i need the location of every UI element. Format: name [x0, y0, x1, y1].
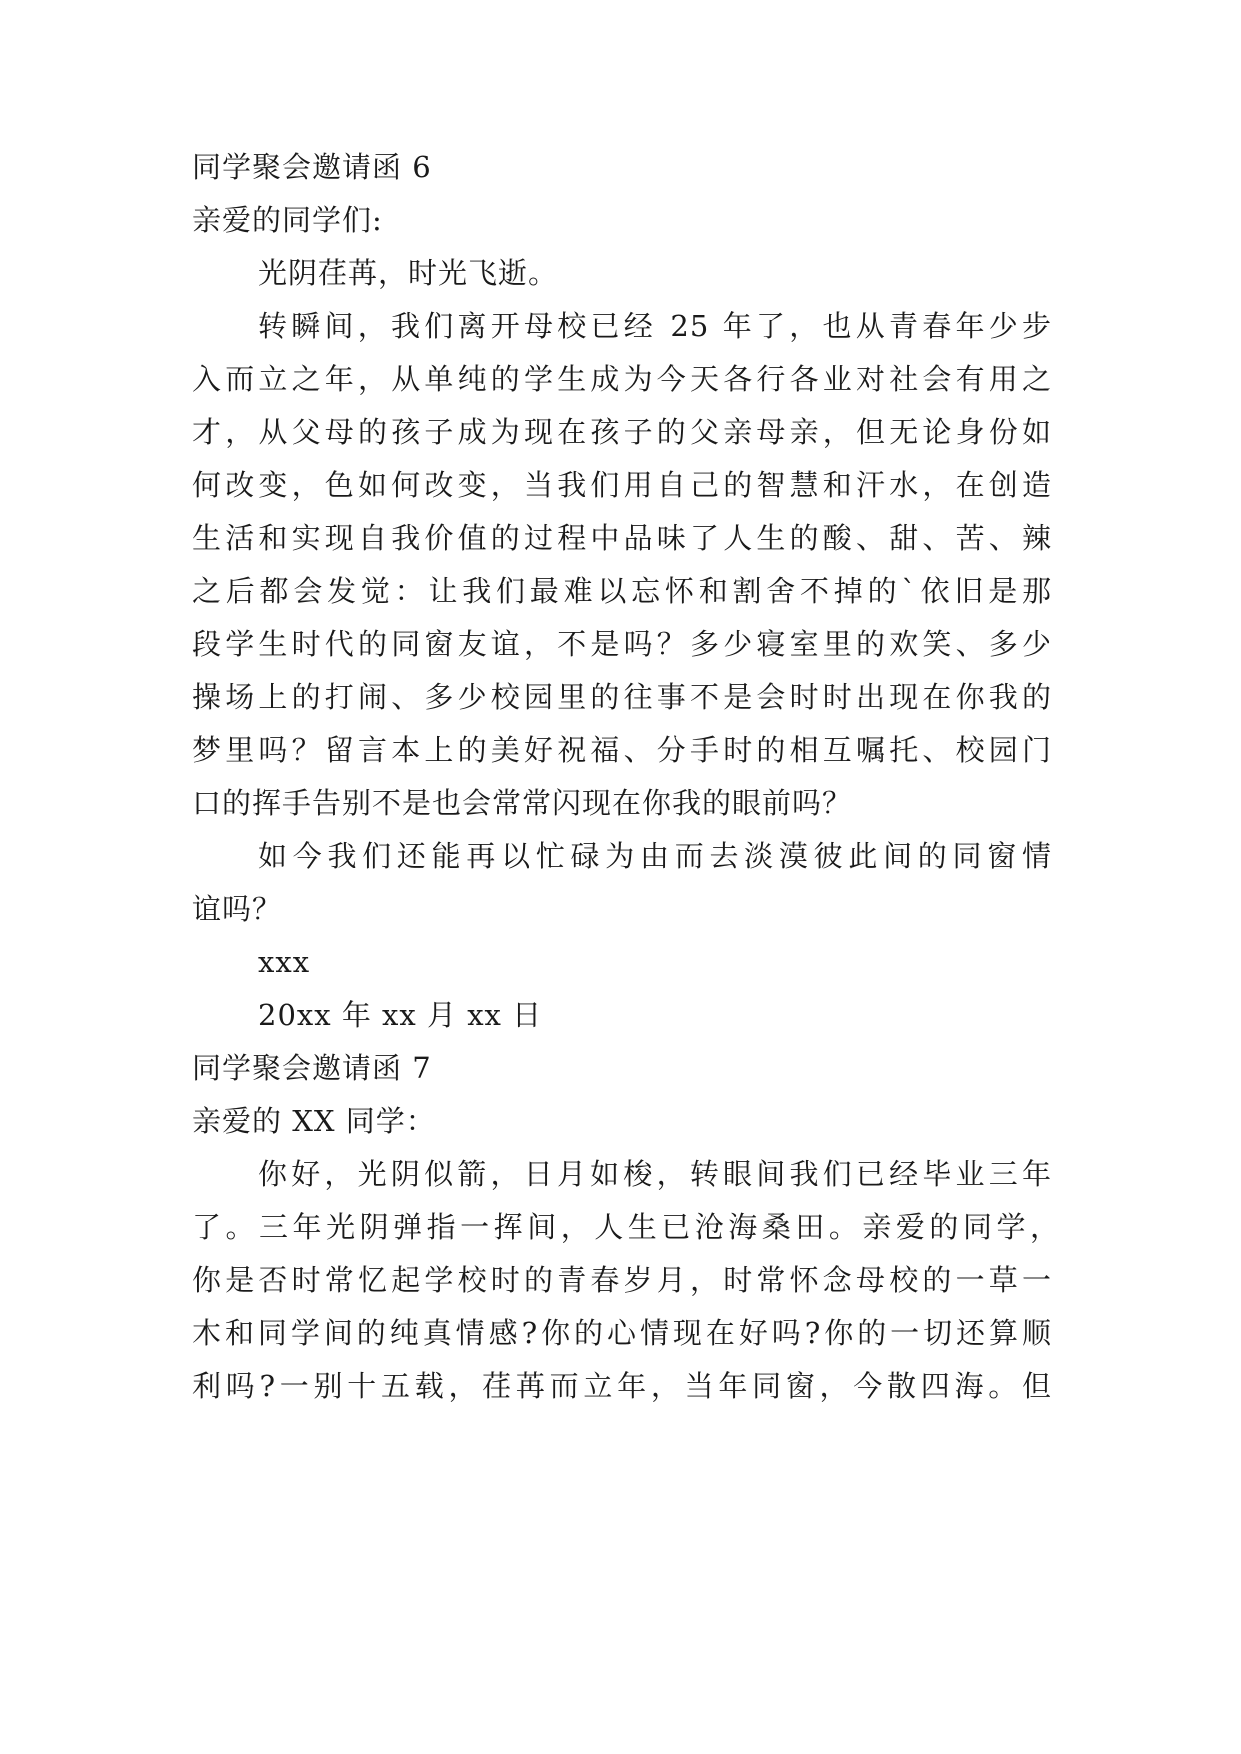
letter6-p2-line: 段学生时代的同窗友谊，不是吗？多少寝室里的欢笑、多少 [192, 627, 1052, 661]
letter7-p1-line: 了。三年光阴弹指一挥间，人生已沧海桑田。亲爱的同学， [192, 1210, 1060, 1244]
letter6-date: 20xx 年 xx 月 xx 日 [258, 998, 543, 1032]
letter6-p2-line: 口的挥手告别不是也会常常闪现在你我的眼前吗？ [192, 786, 853, 820]
letter7-p1-line: 木和同学间的纯真情感?你的心情现在好吗?你的一切还算顺 [192, 1316, 1052, 1350]
letter7-title: 同学聚会邀请函 7 [192, 1051, 432, 1085]
letter6-p3-line: 谊吗？ [192, 892, 283, 926]
letter7-p1-line: 你好，光阴似箭，日月如梭，转眼间我们已经毕业三年 [258, 1157, 1052, 1191]
letter6-p2-line: 才，从父母的孩子成为现在孩子的父亲母亲，但无论身份如 [192, 415, 1052, 449]
letter6-p2-line: 入而立之年，从单纯的学生成为今天各行各业对社会有用之 [192, 362, 1052, 396]
letter6-p2-line: 生活和实现自我价值的过程中品味了人生的酸、甜、苦、辣 [192, 521, 1052, 555]
letter6-p2-line: 操场上的打闹、多少校园里的往事不是会时时出现在你我的 [192, 680, 1052, 714]
letter7-p1-line: 你是否时常忆起学校时的青春岁月，时常怀念母校的一草一 [192, 1263, 1052, 1297]
letter6-p2-line: 何改变，色如何改变，当我们用自己的智慧和汗水，在创造 [192, 468, 1052, 502]
letter7-p1-line: 利吗?一别十五载，荏苒而立年，当年同窗，今散四海。但 [192, 1369, 1052, 1403]
letter6-p2-line: 梦里吗？留言本上的美好祝福、分手时的相互嘱托、校园门 [192, 733, 1052, 767]
letter6-title: 同学聚会邀请函 6 [192, 150, 432, 184]
letter6-p3-line: 如今我们还能再以忙碌为由而去淡漠彼此间的同窗情 [258, 839, 1052, 873]
letter6-paragraph-1: 光阴荏苒，时光飞逝。 [258, 256, 559, 290]
letter6-signature: xxx [258, 945, 311, 979]
letter6-p2-line: 转瞬间，我们离开母校已经 25 年了，也从青春年少步 [258, 309, 1052, 343]
letter7-salutation: 亲爱的 XX 同学： [192, 1104, 436, 1138]
letter6-salutation: 亲爱的同学们: [192, 203, 383, 237]
letter6-p2-line: 之后都会发觉：让我们最难以忘怀和割舍不掉的`依旧是那 [192, 574, 1052, 608]
